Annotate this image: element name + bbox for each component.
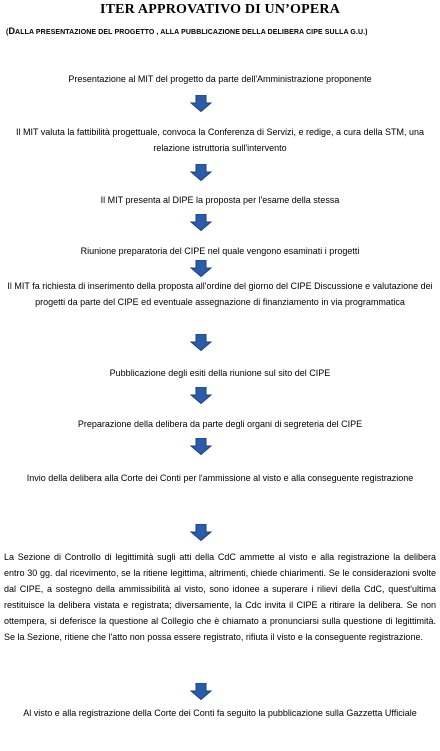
subtitle-initial: D	[8, 26, 16, 36]
step-9: La Sezione di Controllo di legittimità sugli atti della CdC ammette al visto e alla registrazione la delibera entro 30 gg. dal ricevimento, se la ritiene legittima, altrimenti, chiede chiarimenti. Se le considerazioni svolte dal CIPE, a sostegno della ammissibilità al visto, sono idonee a superare i rilievi della CdC, quest'ultima restituisce la delibera vistata e registrata; diversamente, la Cdc invita il CIPE a ritirare la delibera. Se non ottempera, si deferisce la questione al Collegio che è chiamato a pronunciarsi sulla questione di legittimità. Se la Sezione, ritiene che l'atto non possa essere registrato, rifiuta il visto e la conseguente registrazione.	[4, 552, 436, 642]
step-4: Riunione preparatoria del CIPE nel quale vengono esaminati i progetti	[80, 246, 360, 256]
arrow-down-icon	[190, 164, 212, 181]
step-5: Il MIT fa richiesta di inserimento della proposta all'ordine del giorno del CIPE Discussione e valutazione dei progetti da parte del CIPE ed eventuale assegnazione di finanziamento in via programmatica	[7, 281, 433, 307]
arrow-down-icon	[190, 95, 212, 112]
subtitle-text: ALLA PRESENTAZIONE DEL PROGETTO , ALLA PUBBLICAZIONE DELLA DELIBERA CIPE SULLA G.U.)	[15, 29, 368, 36]
step-10: Al visto e alla registrazione della Corte dei Conti fa seguito la pubblicazione sulla Gazzetta Ufficiale	[23, 708, 417, 718]
arrow-down-icon	[190, 438, 212, 455]
arrow-down-icon	[190, 524, 212, 541]
diagram-subtitle	[6, 26, 436, 36]
arrow-down-icon	[190, 334, 212, 351]
arrow-down-icon	[190, 260, 212, 277]
step-1: Presentazione al MIT del progetto da parte dell'Amministrazione proponente	[68, 74, 372, 84]
step-3: Il MIT presenta al DIPE la proposta per l'esame della stessa	[100, 195, 340, 205]
subtitle-paren: (	[6, 29, 9, 36]
step-7: Preparazione della delibera da parte degli organi di segreteria del CIPE	[77, 419, 363, 429]
arrow-down-icon	[190, 683, 212, 700]
diagram-title: ITER APPROVATIVO DI UN’OPERA	[99, 2, 341, 17]
step-6: Pubblicazione degli esiti della riunione sul sito del CIPE	[109, 368, 331, 378]
step-2: Il MIT valuta la fattibilità progettuale, convoca la Conferenza di Servizi, e redige, a cura della STM, una relazione istruttoria sull'intervento	[15, 127, 425, 153]
arrow-down-icon	[190, 387, 212, 404]
arrow-down-icon	[190, 214, 212, 231]
step-8: Invio della delibera alla Corte dei Conti per l'ammissione al visto e alla conseguente registrazione	[26, 473, 414, 483]
